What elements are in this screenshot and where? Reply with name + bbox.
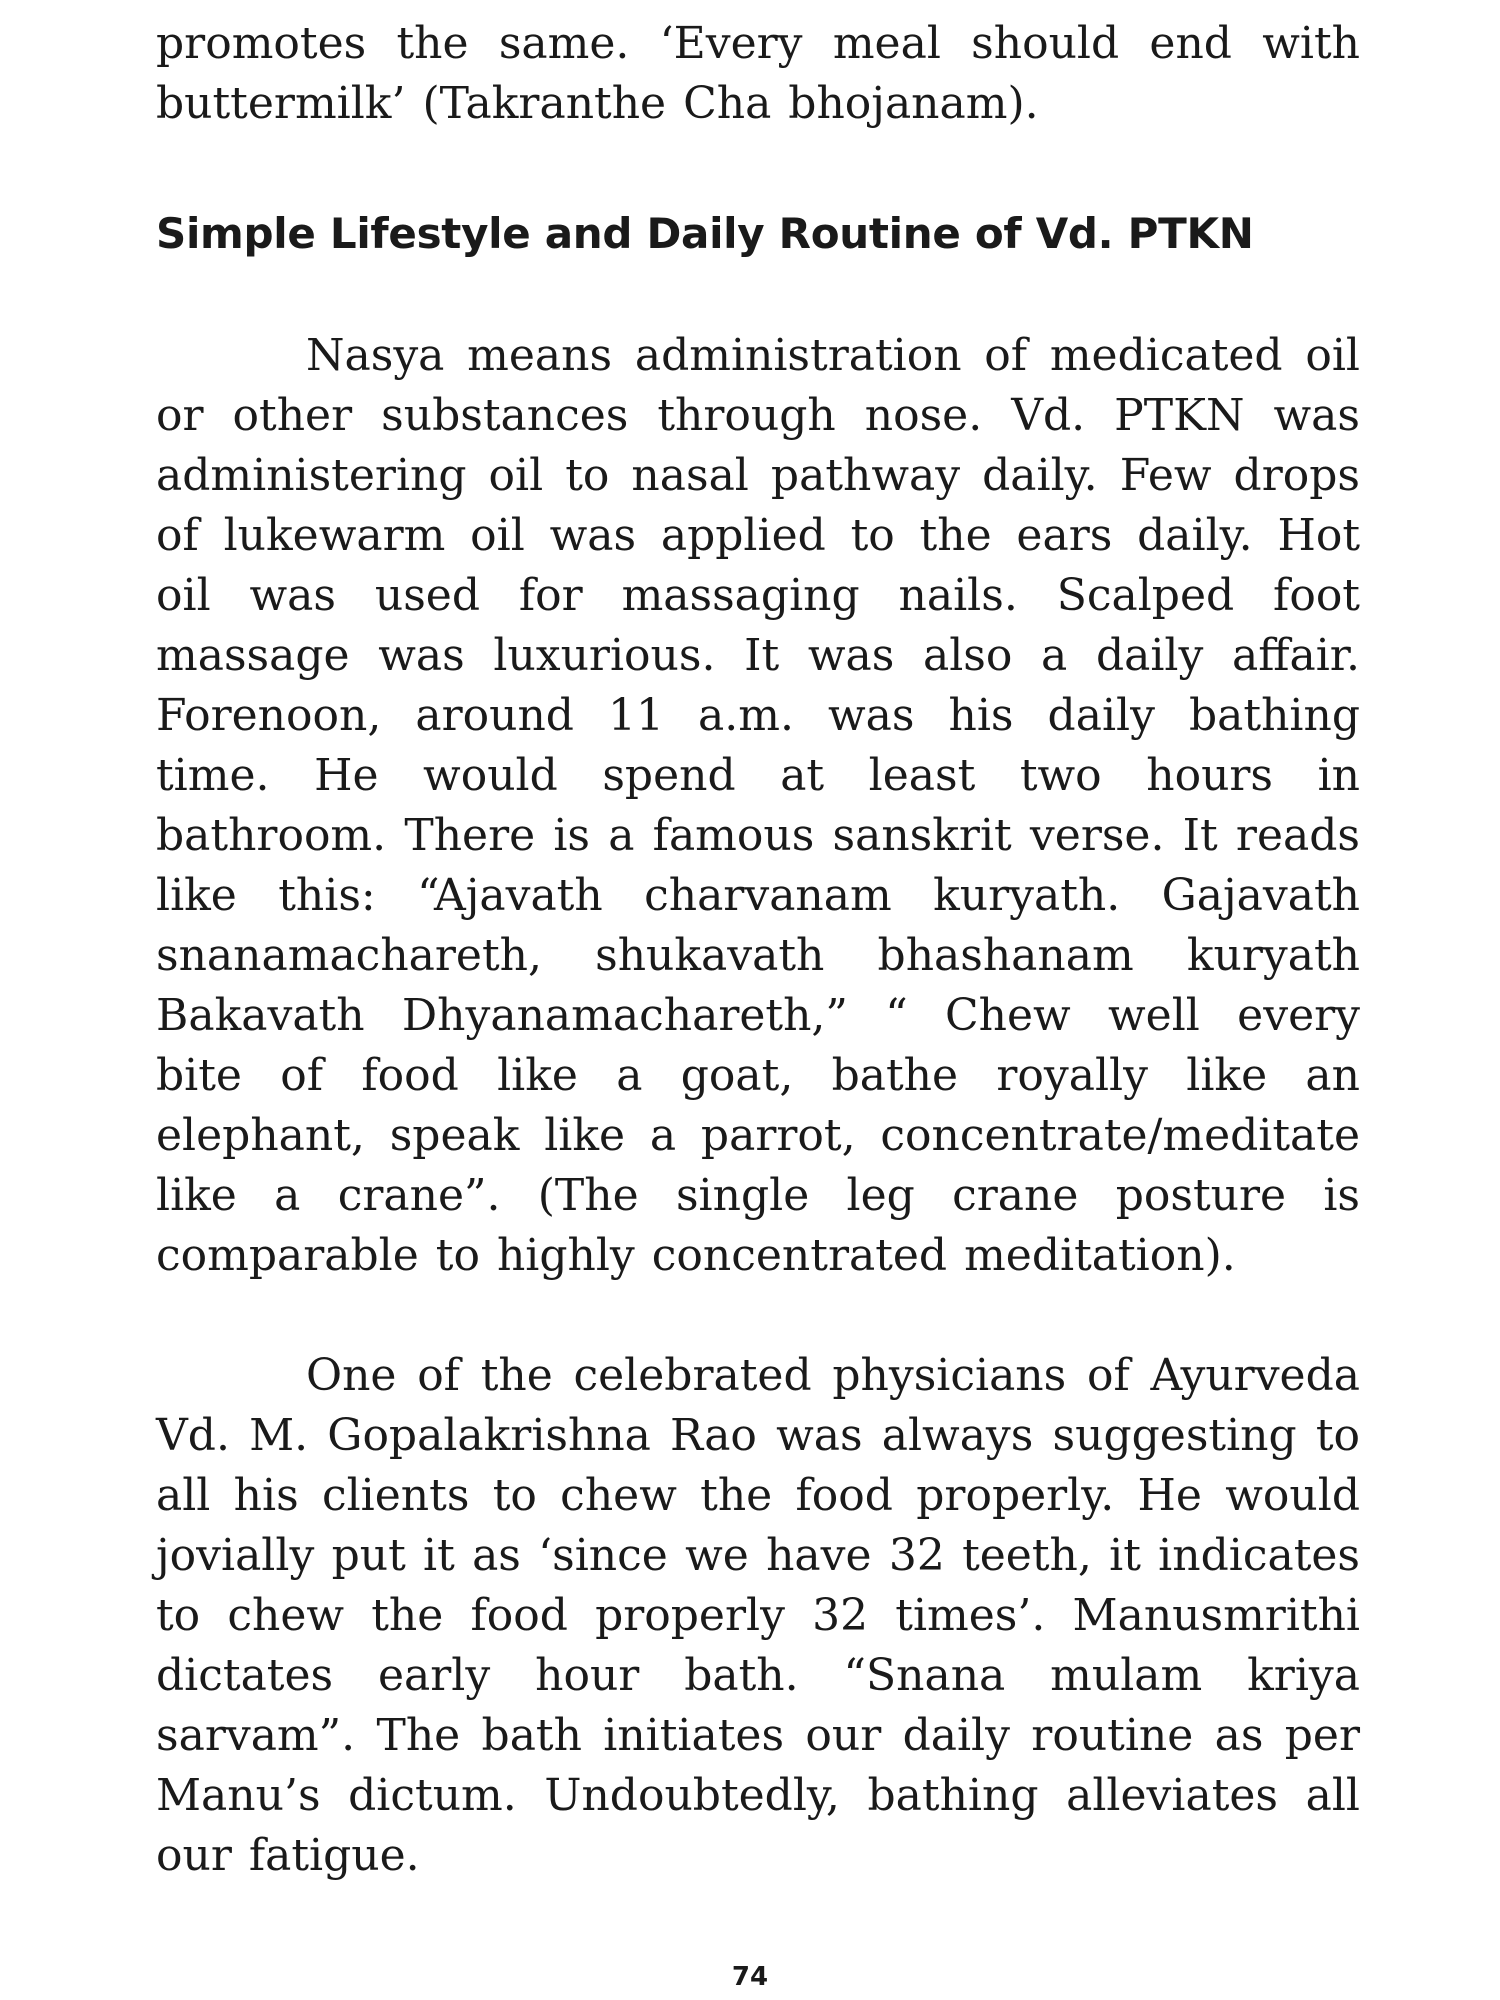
- page-number: 74: [731, 1962, 769, 1992]
- section-heading: Simple Lifestyle and Daily Routine of Vd. PTKN: [156, 209, 1254, 258]
- body-paragraph: One of the celebrated physicians of Ayurveda Vd. M. Gopalakrishna Rao was always suggesting to all his clients to chew the food properly. He would jovially put it as ‘since we have 32 teeth, it indicates to chew the food properly 32 times’. Manusmrithi dictates early hour bath. “Snana mulam kriya sarvam”. The bath initiates our daily routine as per Manu’s dictum. Undoubtedly, bathing alleviates all our fatigue.: [156, 1350, 1360, 1881]
- intro-paragraph: promotes the same. ‘Every meal should end with buttermilk’ (Takranthe Cha bhojanam).: [156, 18, 1360, 129]
- body-paragraph: Nasya means administration of medicated oil or other substances through nose. Vd. PTKN was administering oil to nasal pathway daily. Few drops of lukewarm oil was applied to the ears daily. Hot oil was used for massaging nails. Scalped foot massage was luxurious. It was also a daily affair. Forenoon, around 11 a.m. was his daily bathing time. He would spend at least two hours in bathroom. There is a famous sanskrit verse. It reads like this: “Ajavath charvanam kuryath. Gajavath snanamachareth, shukavath bhashanam kuryath Bakavath Dhyanamachareth,” “ Chew well every bite of food like a goat, bathe royally like an elephant, speak like a parrot, concentrate/meditate like a crane”. (The single leg crane posture is comparable to highly concentrated meditation).: [156, 330, 1360, 1281]
- page-body: [156, 0, 1360, 1886]
